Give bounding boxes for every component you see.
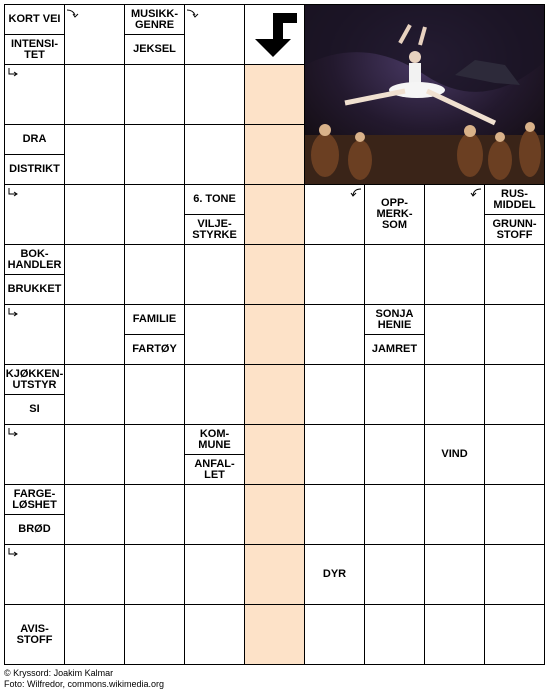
answer-cell[interactable] — [424, 484, 485, 545]
answer-cell[interactable] — [64, 124, 125, 185]
answer-cell[interactable] — [124, 64, 185, 125]
clue-text: BRØD — [5, 514, 64, 544]
answer-cell[interactable] — [184, 364, 245, 425]
solution-cell[interactable] — [244, 304, 305, 365]
answer-cell[interactable] — [364, 364, 425, 425]
answer-cell[interactable] — [184, 484, 245, 545]
down-right-arrow-icon — [7, 427, 21, 439]
clue-cell — [4, 124, 65, 185]
right-arrow-icon — [66, 8, 80, 20]
clue-text: AVIS-STOFF — [16, 622, 53, 646]
answer-cell[interactable] — [184, 604, 245, 665]
answer-cell[interactable] — [64, 604, 125, 665]
clue-text: OPP-MERK-SOM — [376, 197, 413, 231]
answer-cell[interactable] — [184, 304, 245, 365]
answer-cell[interactable] — [124, 124, 185, 185]
answer-cell[interactable] — [364, 544, 425, 605]
clue-cell — [304, 544, 365, 605]
clue-text: BRUKKET — [5, 274, 64, 304]
ballet-dancer-photo — [304, 4, 545, 185]
clue-text: INTENSI-TET — [5, 34, 64, 64]
answer-cell[interactable] — [184, 64, 245, 125]
answer-cell[interactable] — [304, 424, 365, 485]
clue-text: MUSIKK-GENRE — [130, 7, 179, 31]
answer-cell[interactable] — [184, 244, 245, 305]
clue-cell — [4, 364, 65, 425]
answer-cell[interactable] — [424, 304, 485, 365]
answer-cell[interactable] — [424, 244, 485, 305]
clue-text: FARGE-LØSHET — [12, 487, 57, 511]
answer-cell[interactable] — [304, 484, 365, 545]
answer-cell[interactable] — [64, 544, 125, 605]
answer-cell[interactable] — [484, 424, 545, 485]
clue-text: FAMILIE — [132, 313, 177, 325]
solution-cell[interactable] — [244, 484, 305, 545]
answer-cell[interactable] — [124, 184, 185, 245]
clue-text: KJØKKEN-UTSTYR — [5, 367, 64, 391]
answer-cell[interactable] — [364, 484, 425, 545]
answer-cell[interactable] — [304, 304, 365, 365]
answer-cell[interactable] — [304, 244, 365, 305]
clue-cell — [424, 424, 485, 485]
clue-cell — [484, 184, 545, 245]
answer-cell[interactable] — [124, 364, 185, 425]
answer-cell[interactable] — [304, 604, 365, 665]
clue-text: JAMRET — [365, 334, 424, 364]
down-right-arrow-icon — [7, 67, 21, 79]
clue-text: ANFAL-LET — [185, 454, 244, 484]
clue-cell — [184, 184, 245, 245]
clue-text: FARTØY — [125, 334, 184, 364]
answer-cell[interactable] — [124, 544, 185, 605]
left-down-arrow-icon — [468, 187, 482, 199]
answer-cell[interactable] — [64, 244, 125, 305]
answer-cell[interactable] — [64, 364, 125, 425]
clue-text: BOK-HANDLER — [7, 247, 62, 271]
clue-text: SI — [5, 394, 64, 424]
answer-cell[interactable] — [64, 484, 125, 545]
clue-cell — [4, 244, 65, 305]
answer-cell[interactable] — [124, 244, 185, 305]
solution-cell[interactable] — [244, 244, 305, 305]
answer-cell[interactable] — [304, 364, 365, 425]
answer-cell[interactable] — [64, 304, 125, 365]
answer-cell[interactable] — [484, 604, 545, 665]
down-right-arrow-icon — [7, 187, 21, 199]
clue-text: VIND — [441, 448, 468, 460]
clue-text: KORT VEI — [8, 13, 61, 25]
clue-text: DYR — [322, 568, 347, 580]
clue-text: VILJE-STYRKE — [185, 214, 244, 244]
answer-cell[interactable] — [424, 544, 485, 605]
clue-cell — [4, 484, 65, 545]
answer-cell[interactable] — [484, 244, 545, 305]
answer-cell[interactable] — [124, 604, 185, 665]
answer-cell[interactable] — [424, 604, 485, 665]
answer-cell[interactable] — [64, 424, 125, 485]
answer-cell[interactable] — [484, 364, 545, 425]
answer-cell[interactable] — [184, 124, 245, 185]
clue-cell — [364, 184, 425, 245]
puzzle-credit: © Kryssord: Joakim Kalmar — [4, 668, 114, 678]
clue-text: DISTRIKT — [5, 154, 64, 184]
clue-cell — [364, 304, 425, 365]
answer-cell[interactable] — [184, 544, 245, 605]
solution-cell[interactable] — [244, 184, 305, 245]
answer-cell[interactable] — [364, 604, 425, 665]
solution-cell[interactable] — [244, 124, 305, 185]
solution-cell[interactable] — [244, 424, 305, 485]
right-arrow-icon — [186, 8, 200, 20]
clue-text: 6. TONE — [193, 193, 236, 205]
big-down-left-arrow-icon — [245, 5, 304, 64]
clue-text: KOM-MUNE — [198, 427, 231, 451]
clue-text: RUS-MIDDEL — [493, 187, 536, 211]
clue-text: GRUNN-STOFF — [485, 214, 544, 244]
down-right-arrow-icon — [7, 547, 21, 559]
answer-cell[interactable] — [364, 244, 425, 305]
answer-cell[interactable] — [64, 184, 125, 245]
left-down-arrow-icon — [348, 187, 362, 199]
clue-cell — [124, 304, 185, 365]
credits — [4, 668, 164, 690]
clue-text: SONJA HENIE — [375, 307, 414, 331]
clue-cell — [124, 4, 185, 65]
down-right-arrow-icon — [7, 307, 21, 319]
answer-cell[interactable] — [64, 64, 125, 125]
answer-cell[interactable] — [124, 424, 185, 485]
solution-cell[interactable] — [244, 64, 305, 125]
crossword-grid — [4, 4, 545, 664]
answer-cell[interactable] — [484, 304, 545, 365]
answer-cell[interactable] — [424, 364, 485, 425]
solution-arrow-cell — [244, 4, 305, 65]
solution-cell[interactable] — [244, 364, 305, 425]
photo-credit: Foto: Wilfredor, commons.wikimedia.org — [4, 679, 165, 689]
answer-cell[interactable] — [484, 484, 545, 545]
answer-cell[interactable] — [484, 544, 545, 605]
answer-cell[interactable] — [364, 424, 425, 485]
answer-cell[interactable] — [124, 484, 185, 545]
clue-cell — [4, 604, 65, 665]
clue-text: DRA — [22, 133, 47, 145]
solution-cell[interactable] — [244, 544, 305, 605]
solution-cell[interactable] — [244, 604, 305, 665]
clue-cell — [4, 4, 65, 65]
clue-cell — [184, 424, 245, 485]
clue-text: JEKSEL — [125, 34, 184, 64]
